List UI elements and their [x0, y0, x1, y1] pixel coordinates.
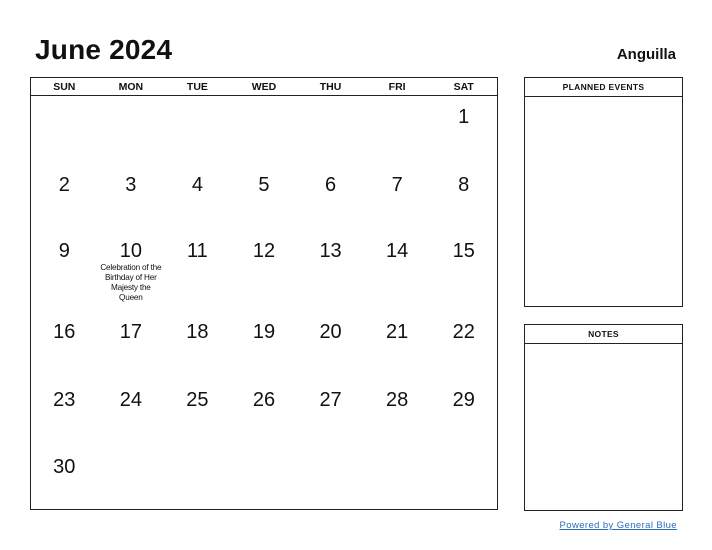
day-cell [430, 446, 497, 514]
day-number [364, 96, 431, 107]
day-number: 22 [452, 321, 475, 343]
day-number: 5 [258, 174, 270, 196]
day-cell [364, 379, 431, 446]
day-number: 20 [319, 321, 342, 343]
weekday-sun: SUN [53, 81, 76, 93]
notes-heading: NOTES [525, 325, 682, 344]
day-number: 1 [458, 106, 470, 128]
day-number: 27 [319, 389, 342, 411]
day-cell [98, 379, 165, 446]
day-cell [31, 379, 98, 446]
day-number: 4 [191, 174, 203, 196]
day-cell [430, 311, 497, 379]
day-cell [430, 164, 497, 230]
day-number: 2 [58, 174, 70, 196]
day-cell [164, 311, 231, 379]
day-number: 28 [386, 389, 409, 411]
calendar-title: June 2024 [35, 34, 173, 65]
day-cell [164, 446, 231, 514]
holiday-event: Celebration of the Birthday of Her Majesty the Queen [100, 263, 162, 302]
day-number [164, 446, 231, 457]
day-number [364, 446, 431, 457]
weekday-wed: WED [251, 81, 277, 93]
day-number [297, 96, 364, 107]
day-cell [164, 96, 231, 164]
powered-by-link[interactable]: Powered by General Blue [559, 520, 677, 531]
day-number: 17 [119, 321, 142, 343]
day-cell [364, 96, 431, 164]
day-cell [164, 164, 231, 230]
day-number: 12 [252, 240, 276, 262]
weekday-fri: FRI [388, 81, 406, 93]
day-cell [31, 446, 98, 514]
day-number [98, 446, 165, 457]
day-cell [31, 311, 98, 379]
day-cell [297, 446, 364, 514]
day-number [231, 96, 298, 107]
day-cell [164, 230, 231, 311]
day-number: 13 [319, 240, 342, 262]
country-label: Anguilla [616, 46, 676, 63]
day-number [98, 96, 165, 107]
day-number: 21 [386, 321, 409, 343]
day-number: 23 [53, 389, 76, 411]
day-cell [98, 96, 165, 164]
day-cell [231, 446, 298, 514]
month-calendar [30, 77, 498, 510]
day-cell [98, 446, 165, 514]
day-number [31, 96, 98, 107]
day-number [297, 446, 364, 457]
day-cell [31, 230, 98, 311]
day-number [231, 446, 298, 457]
day-number: 16 [53, 321, 76, 343]
day-cell [98, 230, 165, 311]
day-number: 10 [119, 240, 142, 262]
day-cell [98, 164, 165, 230]
day-number: 25 [186, 389, 209, 411]
weekday-thu: THU [319, 81, 342, 93]
day-number: 19 [252, 321, 276, 343]
day-cell [297, 164, 364, 230]
day-number: 24 [119, 389, 142, 411]
weekday-sat: SAT [453, 81, 474, 93]
day-cell [430, 379, 497, 446]
day-number: 3 [125, 174, 137, 196]
day-number: 11 [187, 240, 208, 262]
day-number: 14 [386, 240, 409, 262]
day-cell [231, 379, 298, 446]
day-number: 26 [252, 389, 276, 411]
day-cell [364, 230, 431, 311]
day-number: 6 [325, 174, 337, 196]
day-cell [430, 96, 497, 164]
day-number: 15 [452, 240, 475, 262]
planned-events-heading: PLANNED EVENTS [525, 78, 682, 97]
weekday-header-row [31, 78, 497, 96]
day-number [164, 96, 231, 107]
weekday-tue: TUE [186, 81, 208, 93]
day-cell [98, 311, 165, 379]
day-cell [297, 96, 364, 164]
day-cell [231, 164, 298, 230]
day-cell [430, 230, 497, 311]
day-number [430, 446, 497, 457]
day-cell [164, 379, 231, 446]
day-grid [31, 96, 497, 514]
day-number: 8 [458, 174, 470, 196]
day-cell [297, 379, 364, 446]
planned-events-panel [524, 77, 683, 307]
day-cell [297, 311, 364, 379]
day-number: 18 [186, 321, 209, 343]
notes-panel [524, 324, 683, 511]
day-cell [231, 230, 298, 311]
day-cell [231, 311, 298, 379]
day-cell [31, 164, 98, 230]
day-cell [31, 96, 98, 164]
day-cell [297, 230, 364, 311]
day-number: 29 [452, 389, 475, 411]
day-number: 9 [58, 240, 70, 262]
day-cell [364, 311, 431, 379]
day-cell [231, 96, 298, 164]
day-cell [364, 446, 431, 514]
day-cell [364, 164, 431, 230]
day-number: 30 [53, 456, 76, 478]
weekday-mon: MON [118, 81, 144, 93]
day-number: 7 [391, 174, 403, 196]
